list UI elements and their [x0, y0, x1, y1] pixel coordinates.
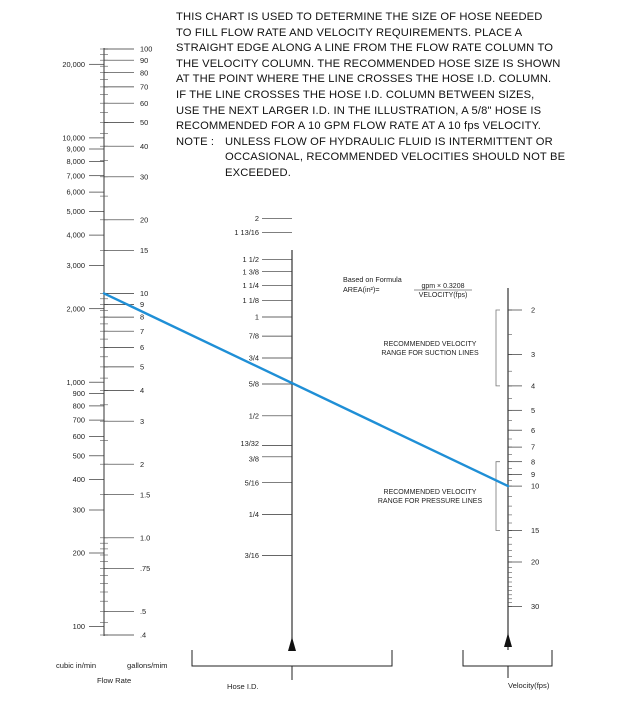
- hose-id-bracket: [192, 650, 392, 666]
- instruction-line: AT THE POINT WHERE THE LINE CROSSES THE HOSE I.D. COLUMN.: [176, 73, 552, 86]
- gpm-tick-label: 70: [140, 82, 149, 92]
- cubic-tick-label: 1,000: [66, 377, 85, 387]
- gpm-tick-label: 9: [140, 300, 145, 310]
- velocity-tick-label: 6: [531, 425, 536, 435]
- note-label: NOTE :: [176, 135, 215, 148]
- gpm-tick-label: 1.5: [140, 490, 151, 500]
- suction-range-label: RANGE FOR SUCTION LINES: [381, 349, 479, 357]
- gpm-tick-label: 5: [140, 362, 145, 372]
- velocity-tick-label: 10: [531, 481, 540, 491]
- cubic-unit-label: cubic in/min: [56, 661, 97, 670]
- hose-tick-label: 1/2: [248, 411, 259, 421]
- suction-range-label: RECOMMENDED VELOCITY: [383, 340, 477, 348]
- pressure-range-label: RECOMMENDED VELOCITY: [383, 489, 477, 497]
- hose-tick-label: 3/8: [248, 454, 259, 464]
- velocity-tick-label: 20: [531, 557, 540, 567]
- hose-axis-arrow-icon: [288, 637, 296, 651]
- instruction-line: TO FILL FLOW RATE AND VELOCITY REQUIREMENTS. PLACE A: [176, 26, 523, 39]
- gpm-tick-label: .4: [140, 630, 147, 640]
- velocity-label: Velocity(fps): [508, 681, 550, 690]
- velocity-tick-label: 15: [531, 526, 540, 536]
- cubic-tick-label: 5,000: [66, 207, 85, 216]
- velocity-tick-label: 30: [531, 602, 540, 611]
- suction-range-bracket: [496, 310, 500, 386]
- cubic-tick-label: 7,000: [66, 171, 85, 181]
- cubic-tick-label: 10,000: [62, 133, 85, 143]
- gpm-tick-label: 90: [140, 55, 149, 65]
- velocity-tick-label: 9: [531, 470, 536, 480]
- hose-tick-label: 1 3/8: [242, 267, 259, 277]
- velocity-tick-label: 5: [531, 405, 536, 415]
- formula-denominator: VELOCITY(fps): [418, 292, 468, 299]
- gpm-tick-label: 2: [140, 459, 145, 469]
- hose-tick-label: 1 1/8: [242, 295, 259, 305]
- gpm-tick-label: 6: [140, 343, 145, 353]
- formula-lhs: AREA(in²)=: [343, 285, 380, 294]
- velocity-bracket: [463, 650, 552, 666]
- cubic-tick-label: 400: [72, 475, 85, 485]
- gpm-tick-label: 50: [140, 118, 149, 128]
- gpm-unit-label: gallons/mim: [127, 661, 168, 670]
- gpm-tick-label: .5: [140, 606, 147, 616]
- cubic-tick-label: 3,000: [66, 261, 85, 271]
- hose-tick-label: 3/4: [248, 353, 259, 363]
- instruction-line: IF THE LINE CROSSES THE HOSE I.D. COLUMN BETWEEN SIZES,: [176, 88, 535, 101]
- instruction-line: RECOMMENDED FOR A 10 GPM FLOW RATE AT A 10 fps VELOCITY.: [176, 120, 542, 133]
- cubic-tick-label: 300: [72, 505, 85, 515]
- cubic-tick-label: 2,000: [66, 304, 85, 314]
- cubic-tick-label: 100: [72, 622, 85, 632]
- hose-tick-label: 13/32: [240, 439, 259, 448]
- velocity-scale: [508, 306, 539, 611]
- velocity-tick-label: 3: [531, 350, 536, 359]
- hose-id-scale: [234, 214, 292, 560]
- hose-tick-label: 5/8: [248, 379, 259, 389]
- formula-label: Based on Formula: [343, 275, 402, 284]
- gpm-tick-label: .75: [140, 563, 151, 573]
- formula-numerator: gpm × 0.3208: [421, 283, 465, 290]
- flow-rate-label: Flow Rate: [97, 676, 132, 685]
- instruction-line: USE THE NEXT LARGER I.D. IN THE ILLUSTRATION, A 5/8" HOSE IS: [176, 104, 542, 117]
- hose-tick-label: 7/8: [248, 331, 259, 341]
- gpm-tick-label: 15: [140, 245, 149, 255]
- cubic-tick-label: 4,000: [66, 230, 85, 240]
- velocity-tick-label: 8: [531, 457, 536, 467]
- velocity-tick-label: 4: [531, 381, 536, 391]
- hose-tick-label: 1/4: [248, 510, 259, 520]
- pressure-range-label: RANGE FOR PRESSURE LINES: [377, 498, 483, 506]
- hose-tick-label: 3/16: [244, 551, 259, 561]
- hose-tick-label: 1: [254, 312, 259, 322]
- gpm-tick-label: 100: [140, 44, 153, 54]
- hose-tick-label: 2: [254, 213, 259, 223]
- example-line: [104, 293, 508, 486]
- cubic-tick-label: 20,000: [62, 59, 85, 69]
- gpm-tick-label: 60: [140, 98, 149, 108]
- velocity-tick-label: 2: [531, 305, 536, 315]
- gpm-tick-label: 3: [140, 416, 145, 426]
- note-line: OCCASIONAL, RECOMMENDED VELOCITIES SHOULD NOT BE: [225, 151, 566, 164]
- gpm-tick-label: 80: [140, 68, 149, 78]
- gpm-tick-label: 8: [140, 312, 145, 322]
- instruction-line: STRAIGHT EDGE ALONG A LINE FROM THE FLOW RATE COLUMN TO: [176, 42, 554, 55]
- cubic-tick-label: 8,000: [66, 157, 85, 167]
- cubic-tick-label: 6,000: [66, 187, 85, 197]
- cubic-tick-label: 200: [72, 548, 85, 558]
- cubic-tick-label: 900: [72, 389, 85, 398]
- gpm-tick-label: 1.0: [140, 533, 151, 543]
- cubic-tick-label: 500: [72, 451, 85, 461]
- instruction-line: THIS CHART IS USED TO DETERMINE THE SIZE OF HOSE NEEDED: [176, 11, 543, 23]
- hose-tick-label: 1 1/2: [242, 254, 259, 264]
- hose-id-label: Hose I.D.: [227, 682, 259, 691]
- instruction-line: THE VELOCITY COLUMN. THE RECOMMENDED HOSE SIZE IS SHOWN: [176, 57, 561, 70]
- gpm-tick-label: 20: [140, 215, 149, 225]
- gpm-tick-label: 4: [140, 386, 145, 396]
- example-straight-edge-line: [104, 293, 508, 486]
- gpm-scale: [104, 45, 152, 640]
- note-line: EXCEEDED.: [225, 166, 292, 179]
- gpm-tick-label: 10: [140, 289, 149, 298]
- hose-tick-label: 1 1/4: [242, 280, 259, 290]
- gpm-tick-label: 30: [140, 172, 149, 182]
- gpm-tick-label: 40: [140, 141, 149, 151]
- hose-tick-label: 5/16: [244, 478, 259, 488]
- cubic-in-min-scale: [62, 60, 104, 631]
- velocity-tick-label: 7: [531, 442, 536, 452]
- note-text: UNLESS FLOW OF HYDRAULIC FLUID IS INTERMITTENT OR: [225, 135, 553, 148]
- cubic-tick-label: 800: [72, 401, 85, 411]
- velocity-axis-arrow-icon: [504, 633, 512, 647]
- recommended-ranges: [378, 310, 500, 531]
- gpm-tick-label: 7: [140, 326, 145, 336]
- cubic-tick-label: 700: [72, 415, 85, 425]
- pressure-range-bracket: [496, 462, 500, 531]
- hose-tick-label: 1 13/16: [234, 227, 259, 237]
- cubic-tick-label: 9,000: [66, 144, 85, 154]
- cubic-tick-label: 600: [72, 432, 85, 441]
